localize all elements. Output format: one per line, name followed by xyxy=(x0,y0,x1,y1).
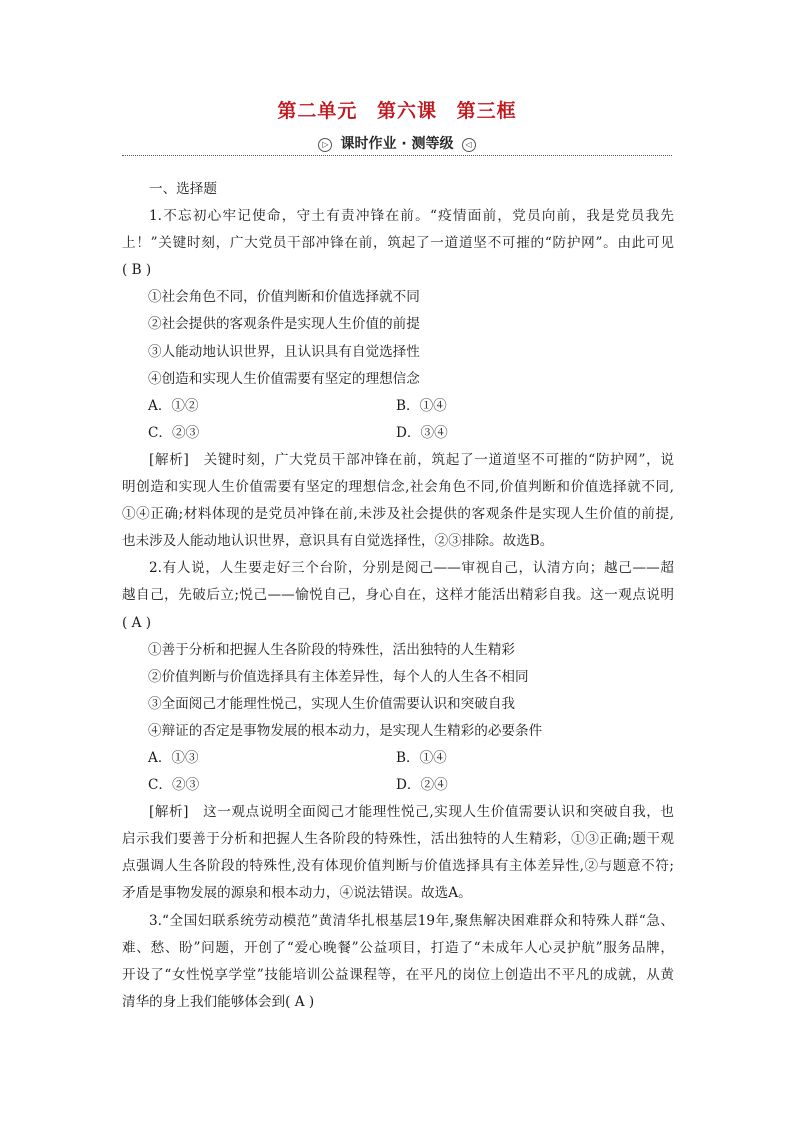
question-stem-line: 2.有人说，人生要走好三个台阶，分别是阅己——审视自己，认清方向；越己——超 xyxy=(149,560,674,577)
choice-a: A．①② xyxy=(148,397,199,414)
banner-label xyxy=(0,133,794,153)
analysis-line: 启示我们要善于分析和把握人生各阶段的特殊性，活出独特的人生精彩，①③正确;题干观 xyxy=(122,831,674,848)
question-stem-line: 开设了“女性悦享学堂”技能培训公益课程等，在平凡的岗位上创造出不平凡的成就，从黄 xyxy=(122,966,674,983)
choice-d: D．②④ xyxy=(396,777,448,794)
question-stem-line: 3.“全国妇联系统劳动模范”黄清华扎根基层19年,聚焦解决困难群众和特殊人群“急、 xyxy=(149,912,674,929)
question-3 xyxy=(122,908,674,1016)
statement-item: ③人能动地认识世界，且认识具有自觉选择性 xyxy=(148,343,420,360)
answer-marker: ( B ) xyxy=(122,262,152,279)
banner-text: 课时作业 · 测等级 xyxy=(340,136,454,152)
question-content xyxy=(122,176,674,1016)
analysis-line: 明创造和实现人生价值需要有坚定的理想信念,社会角色不同,价值判断和价值选择就不同, xyxy=(122,479,674,496)
unit-title: 第二单元 xyxy=(277,100,358,122)
analysis-line: 矛盾是事物发展的源泉和根本动力，④说法错误。故选A。 xyxy=(122,885,472,902)
analysis-line: [解析] 关键时刻，广大党员干部冲锋在前，筑起了一道道坚不可摧的“防护网”，说 xyxy=(149,451,674,468)
dotted-divider xyxy=(122,155,672,156)
statement-item: ④创造和实现人生价值需要有坚定的理想信念 xyxy=(148,370,420,387)
left-arrow-icon: ◁ xyxy=(462,138,476,152)
question-stem-line: 1.不忘初心牢记使命，守土有责冲锋在前。“疫情面前，党员向前，我是党员我先 xyxy=(149,208,674,225)
section-banner xyxy=(0,133,794,155)
question-2 xyxy=(122,555,674,907)
answer-marker: ( A ) xyxy=(122,614,152,631)
question-stem-line: 难、愁、盼”问题，开创了“爱心晚餐”公益项目，打造了“未成年人心灵护航”服务品牌， xyxy=(122,939,674,956)
statement-item: ③全面阅己才能理性悦己，实现人生价值需要认识和突破自我 xyxy=(148,695,516,712)
analysis-line: 也未涉及人能动地认识世界，意识具有自觉选择性，②③排除。故选B。 xyxy=(122,533,554,550)
choice-b: B．①④ xyxy=(396,749,447,766)
choice-row xyxy=(122,393,674,420)
choice-c: C．②③ xyxy=(148,424,200,441)
choice-row xyxy=(122,420,674,447)
page-title xyxy=(0,96,794,123)
analysis-line: 点强调人生各阶段的特殊性,没有体现价值判断与价值选择具有主体差异性,②与题意不符; xyxy=(122,858,674,875)
choice-row xyxy=(122,772,674,799)
choice-c: C．②③ xyxy=(148,777,200,794)
question-1 xyxy=(122,203,674,555)
question-stem-line: 清华的身上我们能够体会到( A ) xyxy=(122,993,315,1010)
choice-a: A．①③ xyxy=(148,749,199,766)
question-stem-line: 越自己，先破后立;悦己——愉悦自己，身心自在，这样才能活出精彩自我。这一观点说明 xyxy=(122,587,674,604)
lesson-title: 第六课 xyxy=(376,100,437,122)
analysis-line: ①④正确;材料体现的是党员冲锋在前,未涉及社会提供的客观条件是实现人生价值的前提, xyxy=(122,506,674,523)
choice-row xyxy=(122,745,674,772)
statement-item: ②社会提供的客观条件是实现人生价值的前提 xyxy=(148,316,420,333)
choice-b: B．①④ xyxy=(396,397,447,414)
analysis-line: [解析] 这一观点说明全面阅己才能理性悦己,实现人生价值需要认识和突破自我，也 xyxy=(149,804,674,821)
statement-item: ①善于分析和把握人生各阶段的特殊性，活出独特的人生精彩 xyxy=(148,641,516,658)
frame-title: 第三框 xyxy=(456,100,517,122)
statement-item: ①社会角色不同，价值判断和价值选择就不同 xyxy=(148,289,420,306)
statement-item: ④辩证的否定是事物发展的根本动力，是实现人生精彩的必要条件 xyxy=(148,722,543,739)
statement-item: ②价值判断与价值选择具有主体差异性，每个人的人生各不相同 xyxy=(148,668,529,685)
right-arrow-icon: ▷ xyxy=(318,138,332,152)
choice-d: D．③④ xyxy=(396,424,448,441)
question-stem-line: 上！”关键时刻，广大党员干部冲锋在前，筑起了一道道坚不可摧的“防护网”。由此可见 xyxy=(122,235,674,252)
section-title: 一、选择题 xyxy=(149,181,217,197)
